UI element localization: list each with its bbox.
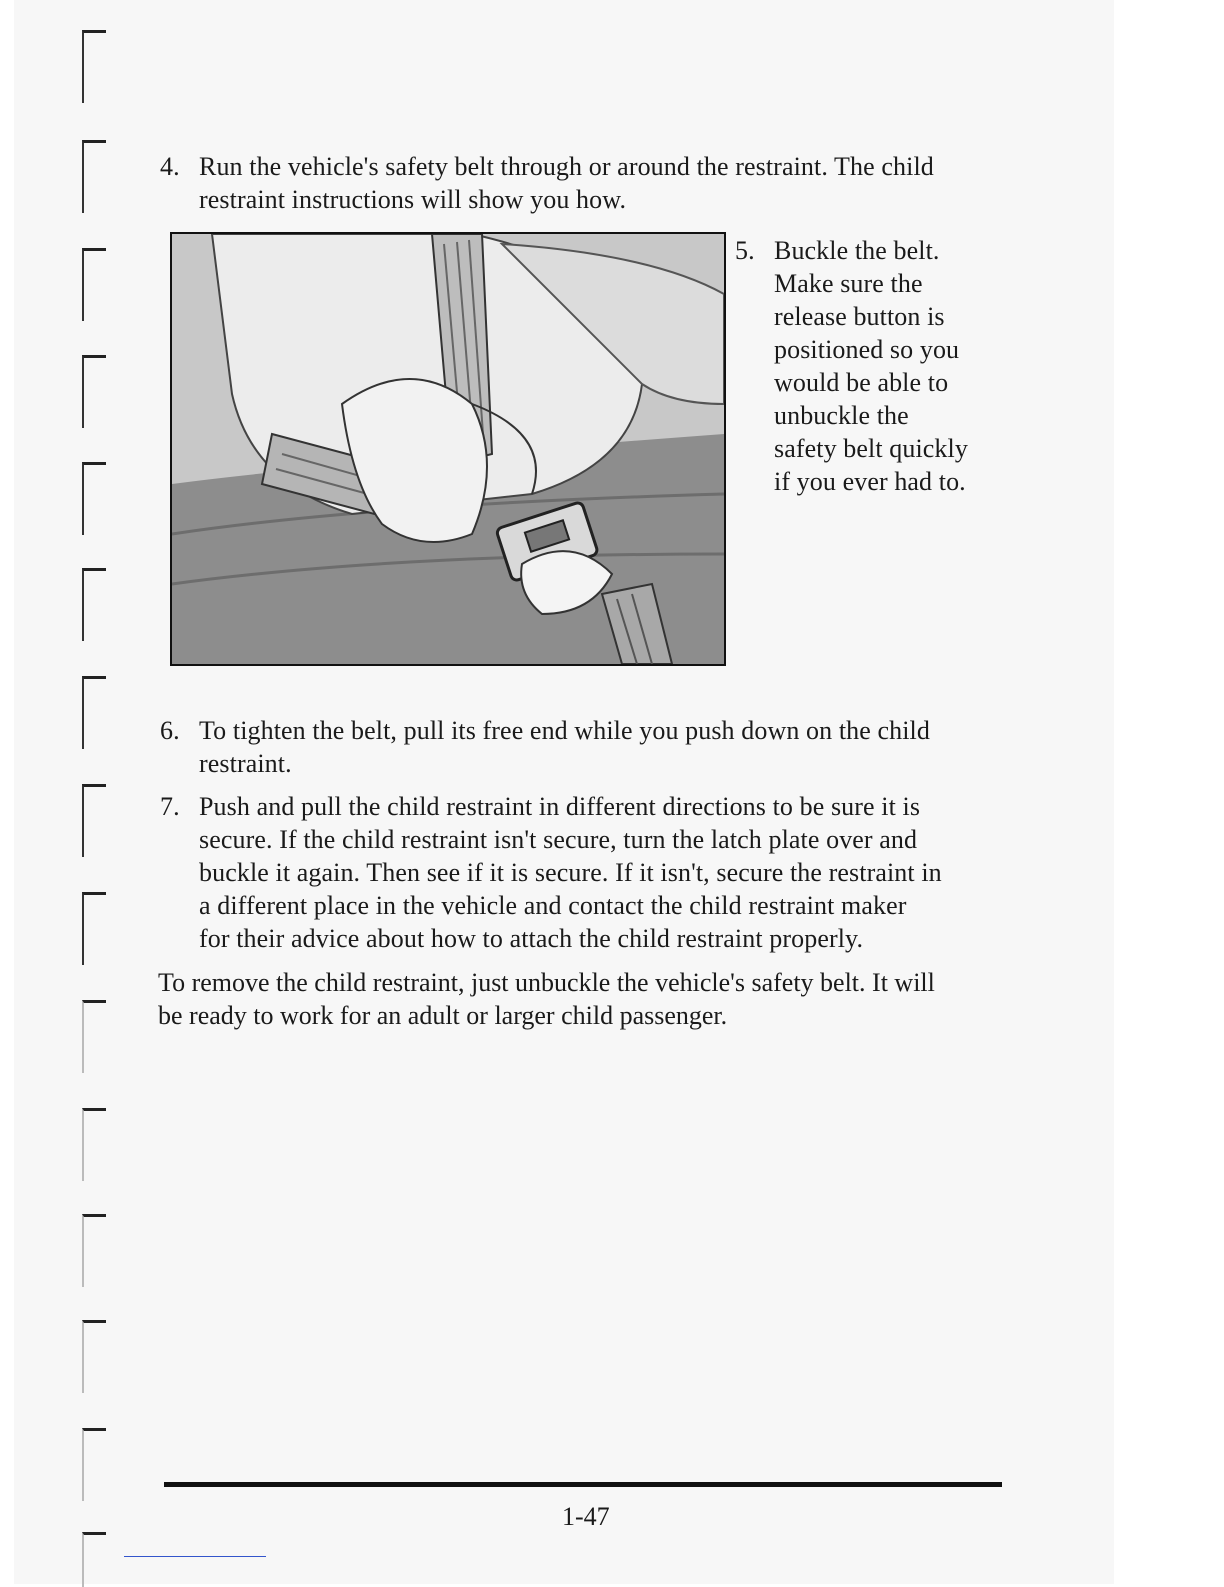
step-number: 5. bbox=[735, 236, 755, 265]
binder-tab-marker bbox=[82, 1532, 106, 1587]
binder-tab-marker bbox=[82, 355, 106, 428]
binder-tab-marker bbox=[82, 462, 106, 535]
step-text-line: restraint. bbox=[199, 749, 292, 778]
closing-paragraph bbox=[158, 966, 1038, 1032]
step-text-line: Make sure the bbox=[774, 269, 923, 298]
step-number: 4. bbox=[160, 152, 180, 181]
binder-tab-marker bbox=[82, 1320, 106, 1393]
binder-tab-marker bbox=[82, 1428, 106, 1501]
step-text-line: for their advice about how to attach the child restraint properly. bbox=[199, 924, 864, 953]
step-text-line: secure. If the child restraint isn't secure, turn the latch plate over and bbox=[199, 825, 918, 854]
step-text-line: restraint instructions will show you how. bbox=[199, 185, 627, 214]
paragraph-line: be ready to work for an adult or larger child passenger. bbox=[158, 1001, 728, 1030]
buckle-belt-illustration bbox=[170, 232, 726, 666]
step-text-line: buckle it again. Then see if it is secure. If it isn't, secure the restraint in bbox=[199, 858, 942, 887]
page-number: 1-47 bbox=[562, 1502, 610, 1531]
step-text-line: Run the vehicle's safety belt through or around the restraint. The child bbox=[199, 152, 934, 181]
step-text-line: would be able to bbox=[774, 368, 949, 397]
step-text-line: a different place in the vehicle and contact the child restraint maker bbox=[199, 891, 907, 920]
step-number: 7. bbox=[160, 792, 180, 821]
binder-tab-marker bbox=[82, 248, 106, 321]
step-text-line: To tighten the belt, pull its free end while you push down on the child bbox=[199, 716, 930, 745]
step-text-line: if you ever had to. bbox=[774, 467, 966, 496]
step-text-line: unbuckle the bbox=[774, 401, 909, 430]
paragraph-line: To remove the child restraint, just unbuckle the vehicle's safety belt. It will bbox=[158, 968, 935, 997]
binder-tab-marker bbox=[82, 1000, 106, 1073]
step-text-line: Push and pull the child restraint in different directions to be sure it is bbox=[199, 792, 921, 821]
link-underline[interactable] bbox=[124, 1556, 266, 1557]
binder-tab-marker bbox=[82, 30, 106, 103]
binder-tab-marker bbox=[82, 1214, 106, 1287]
binder-tab-marker bbox=[82, 140, 106, 213]
footer-rule bbox=[164, 1482, 1002, 1487]
step-text-line: safety belt quickly bbox=[774, 434, 968, 463]
manual-page bbox=[14, 0, 1114, 1584]
binder-tab-marker bbox=[82, 1108, 106, 1181]
step-text-line: positioned so you bbox=[774, 335, 960, 364]
binder-tab-marker bbox=[82, 676, 106, 749]
step-text-line: release button is bbox=[774, 302, 945, 331]
binder-tab-marker bbox=[82, 892, 106, 965]
step-text-line: Buckle the belt. bbox=[774, 236, 940, 265]
binder-tab-marker bbox=[82, 568, 106, 641]
binder-tab-marker bbox=[82, 784, 106, 857]
step-number: 6. bbox=[160, 716, 180, 745]
